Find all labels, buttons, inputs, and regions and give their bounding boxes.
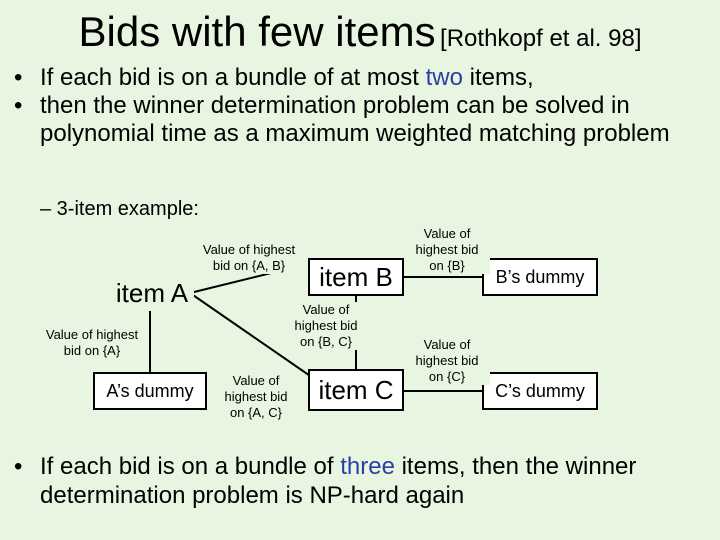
node-c-dummy: C’s dummy [482, 372, 598, 410]
title-citation: [Rothkopf et al. 98] [440, 25, 642, 52]
bullet-accent: three [340, 453, 395, 480]
bullet-text: If each bid is on a bundle of [40, 453, 341, 480]
title-main: Bids with few items [78, 8, 436, 55]
edge-label-c: Value of highest bid on {C} [404, 337, 490, 385]
node-b-dummy: B’s dummy [482, 258, 598, 296]
bullet-dot-icon: • [14, 453, 23, 480]
node-item-c: item C [308, 369, 404, 411]
edge-label-a: Value of highest bid on {A} [36, 327, 148, 359]
bullet-text: then the winner determination problem can be solved in polynomial time as a maximum weighted matching problem [40, 92, 670, 147]
bullet-dot-icon: • [14, 92, 23, 119]
bullet-text-end: items, [462, 64, 534, 91]
bullet-dot-icon: • [14, 64, 23, 91]
edge-label-b: Value of highest bid on {B} [404, 226, 490, 274]
bullet-item [14, 452, 714, 510]
edge-label-bc: Value of highest bid on {B, C} [286, 302, 366, 350]
node-item-b: item B [308, 258, 404, 296]
bullet-text-end: items, then the winner determination problem is NP-hard again [40, 453, 637, 509]
bottom-bullet [14, 452, 714, 510]
edge-label-ac: Value of highest bid on {A, C} [216, 373, 296, 421]
edge-label-ab: Value of highest bid on {A, B} [190, 242, 308, 274]
bullet-text: If each bid is on a bundle of at most [40, 64, 426, 91]
node-a-dummy: A’s dummy [93, 372, 207, 410]
node-item-a: item A [110, 276, 194, 310]
bullet-accent: two [425, 64, 463, 91]
sub-bullet: – 3-item example: [40, 198, 199, 220]
